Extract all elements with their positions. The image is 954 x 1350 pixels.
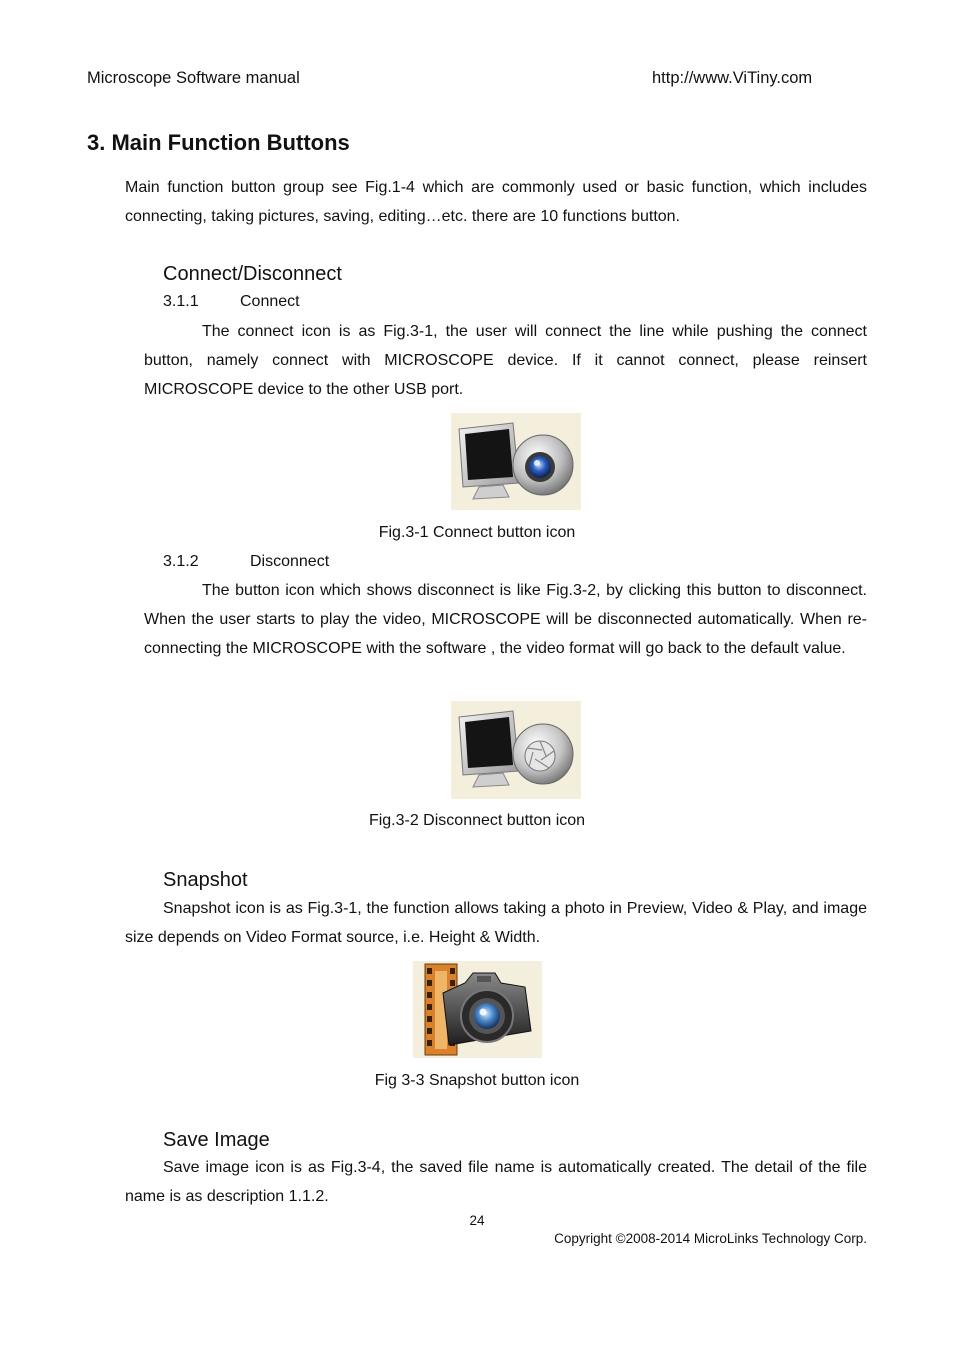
- subheading-save-image: Save Image: [163, 1129, 270, 1151]
- monitor-lens-connect-icon: [451, 413, 581, 510]
- subheading-connect-disconnect: Connect/Disconnect: [163, 263, 342, 285]
- header-url: http://www.ViTiny.com: [652, 69, 813, 87]
- disconnect-icon-figure: [451, 701, 581, 799]
- snapshot-icon-figure: [413, 961, 542, 1058]
- intro-paragraph: Main function button group see Fig.1-4 which are commonly used or basic function, which includes connecting, taking pictures, saving, editing…etc. there are 10 functions button.: [125, 179, 867, 225]
- subsection-title-connect: Connect: [240, 293, 300, 310]
- snapshot-paragraph: Snapshot icon is as Fig.3-1, the function allows taking a photo in Preview, Video & Play, and image size depends on Video Format source, i.e. Height & Width.: [125, 900, 867, 946]
- header-title: Microscope Software manual: [87, 69, 300, 87]
- copyright-text: Copyright ©2008-2014 MicroLinks Technology Corp.: [554, 1231, 867, 1246]
- subsection-number-connect: 3.1.1: [163, 293, 199, 310]
- caption-fig-3-2: Fig.3-2 Disconnect button icon: [368, 812, 586, 829]
- disconnect-paragraph: The button icon which shows disconnect is like Fig.3-2, by clicking this button to disconnect. When the user starts to play the video, MICROSCOPE will be disconnected automatically. When re-connecting the MICROSCOPE with the software , the video format will go back to the default value.: [144, 582, 867, 657]
- subheading-snapshot: Snapshot: [163, 869, 248, 891]
- caption-fig-3-1: Fig.3-1 Connect button icon: [378, 524, 576, 541]
- page-number: 24: [469, 1213, 485, 1228]
- save-image-paragraph: Save image icon is as Fig.3-4, the saved file name is automatically created. The detail of the file name is as description 1.1.2.: [125, 1159, 867, 1205]
- connect-icon-figure: [451, 413, 581, 510]
- caption-fig-3-3: Fig 3-3 Snapshot button icon: [374, 1072, 580, 1089]
- subsection-title-disconnect: Disconnect: [250, 553, 330, 570]
- section-title: 3. Main Function Buttons: [87, 130, 350, 155]
- connect-paragraph: The connect icon is as Fig.3-1, the user will connect the line while pushing the connect button, namely connect with MICROSCOPE device. If it cannot connect, please reinsert MICROSCOPE device to the other USB port.: [144, 323, 867, 398]
- subsection-number-disconnect: 3.1.2: [163, 553, 199, 570]
- camera-film-icon: [413, 961, 542, 1058]
- monitor-shutter-disconnect-icon: [451, 701, 581, 799]
